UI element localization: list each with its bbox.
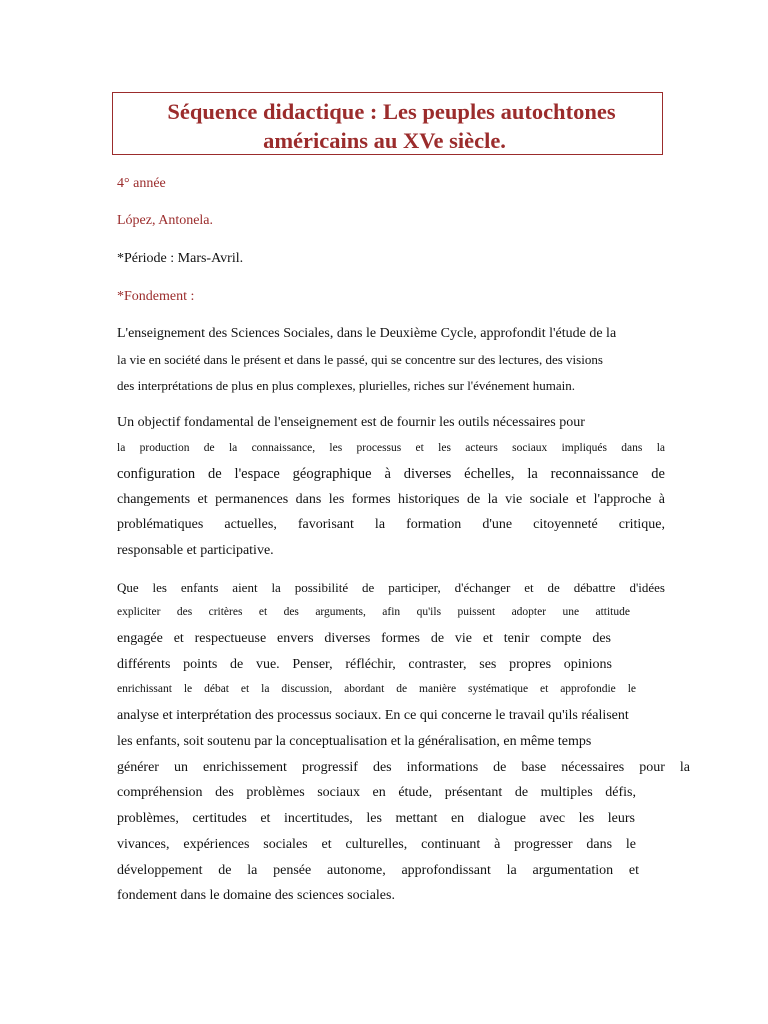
paragraph-line: compréhension des problèmes sociaux en étude, présentant de multiples défis, <box>117 785 636 800</box>
paragraph-line: L'enseignement des Sciences Sociales, dans le Deuxième Cycle, approfondit l'étude de la <box>117 326 617 341</box>
paragraph-line: vivances, expériences sociales et culturelles, continuant à progresser dans le <box>117 837 636 852</box>
document-title <box>112 92 663 155</box>
paragraph-line: responsable et participative. <box>117 543 274 558</box>
paragraph-line: Que les enfants aient la possibilité de participer, d'échanger et de débattre d'idées <box>117 580 665 595</box>
title-line-2: américains au XVe siècle. <box>263 128 506 153</box>
section-heading: *Fondement : <box>117 289 195 304</box>
paragraph-line: les enfants, soit soutenu par la conceptualisation et la généralisation, en même temps <box>117 734 592 749</box>
paragraph-line: problèmes, certitudes et incertitudes, les mettant en dialogue avec les leurs <box>117 811 635 826</box>
paragraph-line: générer un enrichissement progressif des informations de base nécessaires pour la <box>117 760 690 775</box>
paragraph-line: configuration de l'espace géographique à diverses échelles, la reconnaissance de <box>117 466 665 482</box>
period: *Période : Mars-Avril. <box>117 251 244 266</box>
author-name: López, Antonela. <box>117 213 214 228</box>
school-year: 4° année <box>117 176 166 191</box>
paragraph-line: analyse et interprétation des processus sociaux. En ce qui concerne le travail qu'ils réalisent <box>117 708 629 723</box>
paragraph-line: problématiques actuelles, favorisant la formation d'une citoyenneté critique, <box>117 517 665 532</box>
title-line-1: Séquence didactique : Les peuples autochtones <box>167 99 616 124</box>
paragraph-line: Un objectif fondamental de l'enseignement est de fournir les outils nécessaires pour <box>117 415 585 430</box>
paragraph-line: fondement dans le domaine des sciences sociales. <box>117 888 395 903</box>
paragraph-line: enrichissant le débat et la discussion, abordant de manière systématique et approfondie le <box>117 683 636 695</box>
paragraph-line: la vie en société dans le présent et dans le passé, qui se concentre sur des lectures, des visions <box>117 352 603 367</box>
paragraph-line: changements et permanences dans les formes historiques de la vie sociale et l'approche à <box>117 492 665 507</box>
paragraph-line: la production de la connaissance, les processus et les acteurs sociaux impliqués dans la <box>117 442 665 454</box>
paragraph-line: engagée et respectueuse envers diverses formes de vie et tenir compte des <box>117 631 611 646</box>
paragraph-line: expliciter des critères et des arguments, afin qu'ils puissent adopter une attitude <box>117 606 630 618</box>
paragraph-line: développement de la pensée autonome, approfondissant la argumentation et <box>117 863 639 878</box>
paragraph-line: des interprétations de plus en plus complexes, plurielles, riches sur l'événement humain. <box>117 378 575 393</box>
paragraph-line: différents points de vue. Penser, réfléchir, contraster, ses propres opinions <box>117 657 612 672</box>
